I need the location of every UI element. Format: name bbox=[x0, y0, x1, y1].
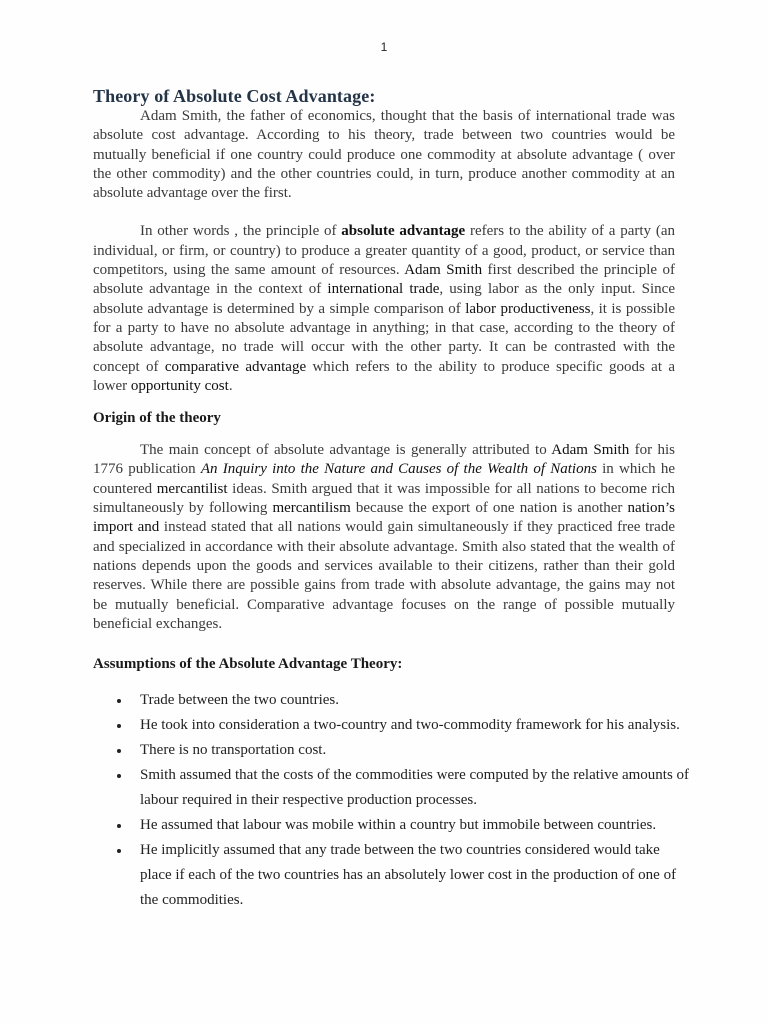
bullet-icon bbox=[117, 699, 121, 703]
bullet-icon bbox=[117, 824, 121, 828]
text: . bbox=[228, 377, 233, 394]
list-item-text: Trade between the two countries. bbox=[140, 692, 339, 709]
link-mercantilism[interactable]: mercantilism bbox=[272, 500, 351, 517]
origin-paragraph bbox=[93, 441, 675, 634]
link-comparative-advantage[interactable]: comparative advantage bbox=[164, 358, 307, 375]
list-item-text: He assumed that labour was mobile within a country but immobile between countries. bbox=[140, 817, 657, 834]
link-adam-smith[interactable]: Adam Smith bbox=[404, 262, 483, 279]
list-item bbox=[93, 738, 695, 763]
bullet-icon bbox=[117, 774, 121, 778]
list-item-text: Smith assumed that the costs of the commodities were computed by the relative amounts of labour required in their respective production processes. bbox=[140, 767, 690, 809]
text: In other words , the principle of bbox=[140, 223, 342, 240]
text: which refers to the ability to produce specific goods at a lower bbox=[93, 358, 675, 394]
list-item-text: He implicitly assumed that any trade between the two countries considered would take place if each of the two countries has an absolutely lower cost in the production of one of the commodities. bbox=[140, 842, 677, 909]
link-import[interactable]: nation’s import and bbox=[93, 500, 675, 536]
text: instead stated that all nations would gain simultaneously if they practiced free trade and specialized in accordance with their absolute advantage. Smith also stated that the wealth of nations depends upon the goods and services available to their citizens, rather than their gold reserves. While there are possible gains from trade with absolute advantage, the gains may not be mutually beneficial. Comparative advantage focuses on the range of possible mutually beneficial exchanges. bbox=[93, 519, 675, 632]
bold-term-absolute-advantage: absolute advantage bbox=[341, 223, 466, 240]
text: , it is possible for a party to have no absolute advantage in anything; in that case, according to the theory of absolute advantage, no trade will occur with the other party. It can be contrasted with the concept of bbox=[93, 300, 675, 375]
list-item bbox=[93, 713, 695, 738]
page-title: Theory of Absolute Cost Advantage: bbox=[93, 86, 376, 106]
text: because the export of one nation is another bbox=[350, 500, 628, 517]
bullet-icon bbox=[117, 724, 121, 728]
link-adam-smith[interactable]: Adam Smith bbox=[551, 442, 630, 459]
text: first described the principle of absolute advantage in the context of bbox=[93, 262, 675, 298]
book-title: An Inquiry into the Nature and Causes of the Wealth of Nations bbox=[200, 461, 597, 478]
list-item-text: He took into consideration a two-country and two-commodity framework for his analysis. bbox=[140, 717, 680, 734]
section-heading-assumptions: Assumptions of the Absolute Advantage Theory: bbox=[93, 656, 403, 673]
text: for his 1776 publication bbox=[93, 442, 675, 478]
bullet-icon bbox=[117, 749, 121, 753]
text: ideas. Smith argued that it was impossible for all nations to become rich simultaneously by following bbox=[93, 480, 675, 517]
section-heading-origin: Origin of the theory bbox=[93, 410, 221, 427]
link-mercantilist[interactable]: mercantilist bbox=[156, 480, 228, 497]
list-item-text: There is no transportation cost. bbox=[140, 742, 327, 759]
list-item bbox=[93, 763, 695, 813]
list-item bbox=[93, 813, 695, 838]
link-opportunity-cost[interactable]: opportunity cost bbox=[130, 377, 229, 394]
intro-paragraph: Adam Smith, the father of economics, thought that the basis of international trade was absolute cost advantage. According to his theory, trade between two countries would be mutually beneficial if one country could produce one commodity at absolute advantage ( over the other commodity) and the other countries could, in turn, produce another commodity at an absolute advantage over the first. bbox=[93, 108, 675, 202]
text: in which he countered bbox=[93, 461, 675, 497]
text: refers to the ability of a party (an individual, or firm, or country) to produce a greater quantity of a good, product, or service than competitors, using the same amount of resources. bbox=[93, 223, 675, 279]
definition-paragraph bbox=[93, 222, 675, 396]
assumptions-list bbox=[93, 688, 690, 913]
bullet-icon bbox=[117, 849, 121, 853]
text: The main concept of absolute advantage is generally attributed to bbox=[140, 442, 552, 459]
link-international-trade[interactable]: international trade bbox=[327, 281, 440, 298]
text: , using labor as the only input. Since absolute advantage is determined by a simple comparison of bbox=[93, 281, 675, 317]
link-labor-productiveness[interactable]: labor productiveness bbox=[465, 300, 591, 317]
page-content bbox=[93, 85, 690, 913]
list-item bbox=[93, 838, 695, 913]
page-number: 1 bbox=[380, 40, 388, 54]
list-item bbox=[93, 688, 695, 713]
